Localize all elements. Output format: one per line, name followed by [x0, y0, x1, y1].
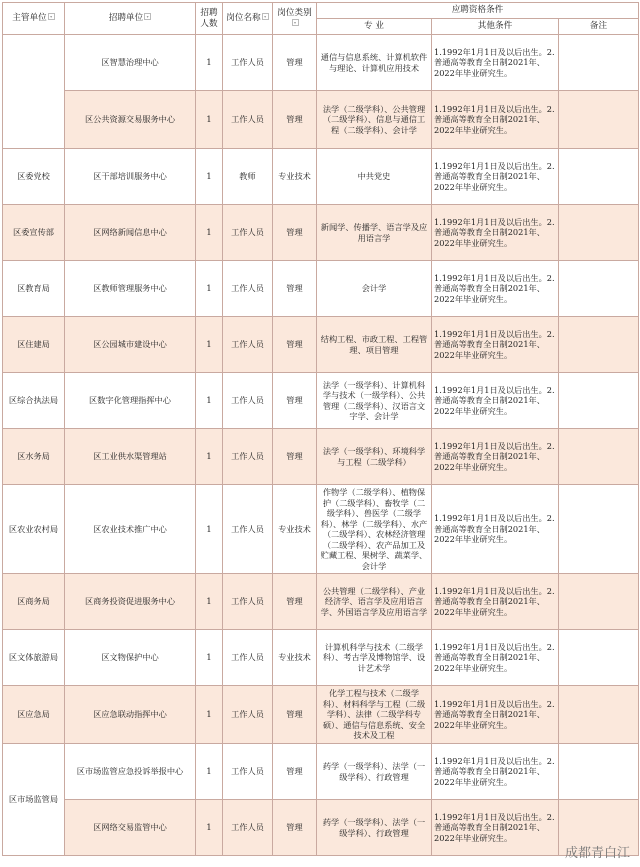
filter-dropdown-icon[interactable]: ▾ — [48, 13, 55, 20]
cell-position: 工作人员 — [223, 686, 273, 744]
cell-unit: 区水务局 — [3, 429, 65, 485]
cell-position: 工作人员 — [223, 91, 273, 149]
cell-position: 工作人员 — [223, 429, 273, 485]
cell-note — [559, 91, 639, 149]
cell-major: 化学工程与技术（二级学科）、材料科学与工程（二级学科）、法律（二级学科专硕）、通信与信息系统、安全技术及工程 — [317, 686, 432, 744]
cell-type: 管理 — [273, 686, 317, 744]
cell-unit: 区委党校 — [3, 149, 65, 205]
cell-major: 新闻学、传播学、语言学及应用语言学 — [317, 205, 432, 261]
table-row — [3, 205, 639, 261]
cell-other: 1.1992年1月1日及以后出生。2.普通高等教育全日制2021年、2022年毕业研究生。 — [432, 149, 559, 205]
cell-unit: 区教育局 — [3, 261, 65, 317]
cell-org: 区智慧治理中心 — [65, 35, 196, 91]
cell-count: 1 — [196, 630, 223, 686]
cell-type: 专业技术 — [273, 630, 317, 686]
cell-unit: 区农业农村局 — [3, 485, 65, 574]
cell-note — [559, 485, 639, 574]
cell-other: 1.1992年1月1日及以后出生。2.普通高等教育全日制2021年、2022年毕业研究生。 — [432, 574, 559, 630]
cell-unit: 区市场监管局 — [3, 744, 65, 856]
cell-other: 1.1992年1月1日及以后出生。2.普通高等教育全日制2021年、2022年毕业研究生。 — [432, 91, 559, 149]
cell-org: 区干部培训服务中心 — [65, 149, 196, 205]
cell-major: 结构工程、市政工程、工程管理、项目管理 — [317, 317, 432, 373]
cell-position: 工作人员 — [223, 574, 273, 630]
cell-note — [559, 686, 639, 744]
cell-note — [559, 373, 639, 429]
cell-position: 工作人员 — [223, 35, 273, 91]
cell-unit: 区商务局 — [3, 574, 65, 630]
cell-major: 药学（一级学科）、法学（一级学科）、行政管理 — [317, 800, 432, 856]
header-qualifications: 应聘资格条件 — [317, 3, 639, 19]
cell-org: 区教师管理服务中心 — [65, 261, 196, 317]
cell-org: 区工业供水渠管理站 — [65, 429, 196, 485]
cell-other: 1.1992年1月1日及以后出生。2.普通高等教育全日制2021年、2022年毕业研究生。 — [432, 686, 559, 744]
cell-type: 管理 — [273, 317, 317, 373]
cell-type: 管理 — [273, 91, 317, 149]
table-row — [3, 485, 639, 574]
cell-count: 1 — [196, 574, 223, 630]
cell-org: 区数字化管理指挥中心 — [65, 373, 196, 429]
cell-note — [559, 574, 639, 630]
cell-count: 1 — [196, 373, 223, 429]
cell-note — [559, 429, 639, 485]
cell-unit: 区委宣传部 — [3, 205, 65, 261]
cell-major: 计算机科学与技术（二级学科）、考古学及博物馆学、设计艺术学 — [317, 630, 432, 686]
cell-org: 区公园城市建设中心 — [65, 317, 196, 373]
cell-other: 1.1992年1月1日及以后出生。2.普通高等教育全日制2021年、2022年毕业研究生。 — [432, 317, 559, 373]
cell-note — [559, 317, 639, 373]
cell-major: 通信与信息系统、计算机软件与理论、计算机应用技术 — [317, 35, 432, 91]
cell-type: 管理 — [273, 261, 317, 317]
cell-org: 区文物保护中心 — [65, 630, 196, 686]
cell-major: 药学（一级学科）、法学（一级学科）、行政管理 — [317, 744, 432, 800]
cell-count: 1 — [196, 429, 223, 485]
table-row — [3, 686, 639, 744]
header-position[interactable]: 岗位名称 ▾ — [223, 3, 273, 35]
table-row — [3, 91, 639, 149]
cell-position: 工作人员 — [223, 630, 273, 686]
cell-count: 1 — [196, 485, 223, 574]
cell-unit: 区综合执法局 — [3, 373, 65, 429]
filter-dropdown-icon[interactable]: ▾ — [144, 13, 151, 20]
table-row — [3, 373, 639, 429]
cell-type: 管理 — [273, 35, 317, 91]
cell-other: 1.1992年1月1日及以后出生。2.普通高等教育全日制2021年、2022年毕业研究生。 — [432, 205, 559, 261]
cell-count: 1 — [196, 317, 223, 373]
cell-note — [559, 205, 639, 261]
table-row — [3, 574, 639, 630]
cell-other: 1.1992年1月1日及以后出生。2.普通高等教育全日制2021年、2022年毕业研究生。 — [432, 429, 559, 485]
cell-position: 工作人员 — [223, 261, 273, 317]
cell-major: 公共管理（二级学科）、产业经济学、语言学及应用语言学、外国语言学及应用语言学 — [317, 574, 432, 630]
cell-org: 区市场监管应急投诉举报中心 — [65, 744, 196, 800]
cell-count: 1 — [196, 261, 223, 317]
cell-org: 区应急联动指挥中心 — [65, 686, 196, 744]
cell-count: 1 — [196, 149, 223, 205]
cell-other: 1.1992年1月1日及以后出生。2.普通高等教育全日制2021年、2022年毕业研究生。 — [432, 800, 559, 856]
cell-count: 1 — [196, 35, 223, 91]
cell-major: 中共党史 — [317, 149, 432, 205]
cell-unit: 区文体旅游局 — [3, 630, 65, 686]
filter-dropdown-icon[interactable]: ▾ — [292, 19, 299, 26]
header-count[interactable]: 招聘人数 — [196, 3, 223, 35]
cell-note — [559, 149, 639, 205]
cell-count: 1 — [196, 686, 223, 744]
cell-type: 管理 — [273, 744, 317, 800]
cell-count: 1 — [196, 205, 223, 261]
cell-org: 区网络新闻信息中心 — [65, 205, 196, 261]
cell-note — [559, 630, 639, 686]
cell-type: 专业技术 — [273, 485, 317, 574]
cell-position: 工作人员 — [223, 800, 273, 856]
recruitment-table — [2, 2, 639, 856]
cell-major: 作物学（二级学科）、植物保护（二级学科）、畜牧学（二级学科）、兽医学（二级学科）、林学（二级学科）、水产（二级学科）、农林经济管理（二级学科）、农产品加工及贮藏工程、果树学、蔬菜学、会计学 — [317, 485, 432, 574]
table-row — [3, 800, 639, 856]
cell-other: 1.1992年1月1日及以后出生。2.普通高等教育全日制2021年、2022年毕业研究生。 — [432, 630, 559, 686]
cell-major: 法学（一级学科）、计算机科学与技术（一级学科）、公共管理（二级学科）、汉语言文字学、会计学 — [317, 373, 432, 429]
cell-position: 工作人员 — [223, 373, 273, 429]
cell-type: 管理 — [273, 373, 317, 429]
table-row — [3, 261, 639, 317]
cell-org: 区农业技术推广中心 — [65, 485, 196, 574]
table-row — [3, 149, 639, 205]
cell-unit: 区住建局 — [3, 317, 65, 373]
table-row — [3, 630, 639, 686]
cell-major: 法学（二级学科）、公共管理（二级学科）、信息与通信工程（二级学科）、会计学 — [317, 91, 432, 149]
table-row — [3, 429, 639, 485]
cell-org: 区公共资源交易服务中心 — [65, 91, 196, 149]
cell-major: 法学（一级学科）、环境科学与工程（二级学科） — [317, 429, 432, 485]
cell-other: 1.1992年1月1日及以后出生。2.普通高等教育全日制2021年、2022年毕业研究生。 — [432, 744, 559, 800]
cell-type: 管理 — [273, 205, 317, 261]
cell-note — [559, 261, 639, 317]
header-major: 专 业 — [317, 19, 432, 35]
cell-position: 工作人员 — [223, 317, 273, 373]
table-row — [3, 744, 639, 800]
cell-other: 1.1992年1月1日及以后出生。2.普通高等教育全日制2021年、2022年毕业研究生。 — [432, 261, 559, 317]
cell-unit: 区应急局 — [3, 686, 65, 744]
cell-position: 教师 — [223, 149, 273, 205]
table-row — [3, 35, 639, 91]
filter-dropdown-icon[interactable]: ▾ — [262, 13, 269, 20]
cell-type: 管理 — [273, 574, 317, 630]
cell-other: 1.1992年1月1日及以后出生。2.普通高等教育全日制2021年、2022年毕业研究生。 — [432, 35, 559, 91]
cell-count: 1 — [196, 91, 223, 149]
cell-type: 专业技术 — [273, 149, 317, 205]
cell-org: 区商务投资促进服务中心 — [65, 574, 196, 630]
cell-other: 1.1992年1月1日及以后出生。2.普通高等教育全日制2021年、2022年毕业研究生。 — [432, 373, 559, 429]
cell-org: 区网络交易监管中心 — [65, 800, 196, 856]
header-unit[interactable]: 主管单位 ▾ — [3, 3, 65, 35]
watermark: 成都青白江 — [564, 846, 630, 861]
cell-other: 1.1992年1月1日及以后出生。2.普通高等教育全日制2021年、2022年毕业研究生。 — [432, 485, 559, 574]
cell-type: 管理 — [273, 429, 317, 485]
cell-position: 工作人员 — [223, 744, 273, 800]
cell-count: 1 — [196, 744, 223, 800]
cell-note — [559, 744, 639, 800]
header-org[interactable]: 招聘单位 ▾ — [65, 3, 196, 35]
table-row — [3, 317, 639, 373]
header-note: 备注 — [559, 19, 639, 35]
cell-position: 工作人员 — [223, 485, 273, 574]
cell-note — [559, 35, 639, 91]
cell-count: 1 — [196, 800, 223, 856]
header-other: 其他条件 — [432, 19, 559, 35]
cell-type: 管理 — [273, 800, 317, 856]
cell-position: 工作人员 — [223, 205, 273, 261]
cell-unit — [3, 35, 65, 149]
header-type[interactable]: 岗位类别▾ — [273, 3, 317, 35]
cell-major: 会计学 — [317, 261, 432, 317]
